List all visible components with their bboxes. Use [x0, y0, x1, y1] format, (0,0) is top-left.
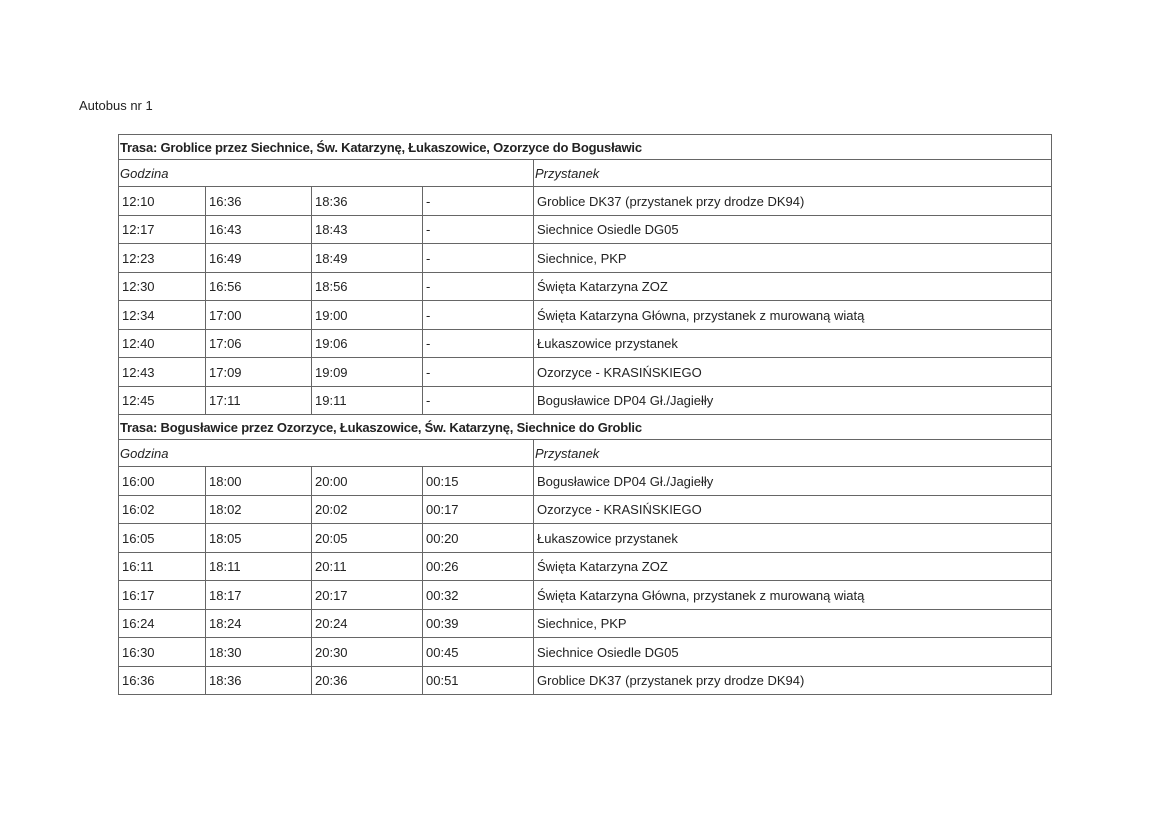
route-title-row	[119, 135, 1052, 160]
departure-time-cell: -	[423, 387, 534, 415]
departure-time-cell: 16:02	[119, 496, 206, 524]
departure-time-cell: 18:30	[206, 638, 312, 667]
departure-time-cell: -	[423, 187, 534, 216]
timetable-body	[119, 135, 1052, 695]
departure-time-cell: 16:24	[119, 610, 206, 638]
departure-time-cell: 20:36	[312, 667, 423, 695]
table-row	[119, 638, 1052, 667]
departure-time-cell: 00:45	[423, 638, 534, 667]
departure-time-cell: 18:43	[312, 216, 423, 244]
departure-time-cell: 00:26	[423, 553, 534, 581]
table-row	[119, 610, 1052, 638]
table-row	[119, 330, 1052, 358]
stop-name-cell: Święta Katarzyna ZOZ	[534, 273, 1052, 301]
stop-column-header: Przystanek	[534, 440, 1052, 467]
departure-time-cell: 12:30	[119, 273, 206, 301]
table-row	[119, 553, 1052, 581]
table-row	[119, 667, 1052, 695]
departure-time-cell: 20:02	[312, 496, 423, 524]
stop-name-cell: Święta Katarzyna Główna, przystanek z murowaną wiatą	[534, 581, 1052, 610]
column-header-row	[119, 160, 1052, 187]
departure-time-cell: 17:06	[206, 330, 312, 358]
departure-time-cell: 16:30	[119, 638, 206, 667]
table-row	[119, 524, 1052, 553]
departure-time-cell: 18:36	[312, 187, 423, 216]
departure-time-cell: 20:05	[312, 524, 423, 553]
departure-time-cell: 12:10	[119, 187, 206, 216]
departure-time-cell: -	[423, 244, 534, 273]
stop-name-cell: Siechnice, PKP	[534, 610, 1052, 638]
departure-time-cell: 18:17	[206, 581, 312, 610]
hour-column-header: Godzina	[119, 440, 534, 467]
table-row	[119, 387, 1052, 415]
departure-time-cell: 12:45	[119, 387, 206, 415]
stop-name-cell: Święta Katarzyna Główna, przystanek z murowaną wiatą	[534, 301, 1052, 330]
route-title-row	[119, 415, 1052, 440]
departure-time-cell: 12:17	[119, 216, 206, 244]
departure-time-cell: 00:39	[423, 610, 534, 638]
departure-time-cell: -	[423, 358, 534, 387]
table-row	[119, 244, 1052, 273]
departure-time-cell: 18:24	[206, 610, 312, 638]
departure-time-cell: 16:00	[119, 467, 206, 496]
page-heading: Autobus nr 1	[79, 98, 153, 113]
departure-time-cell: 20:11	[312, 553, 423, 581]
departure-time-cell: 19:11	[312, 387, 423, 415]
departure-time-cell: 19:00	[312, 301, 423, 330]
route-title: Trasa: Bogusławice przez Ozorzyce, Łukaszowice, Św. Katarzynę, Siechnice do Groblic	[119, 415, 1052, 440]
stop-name-cell: Święta Katarzyna ZOZ	[534, 553, 1052, 581]
departure-time-cell: 18:49	[312, 244, 423, 273]
table-row	[119, 216, 1052, 244]
departure-time-cell: 00:32	[423, 581, 534, 610]
departure-time-cell: 16:36	[119, 667, 206, 695]
stop-name-cell: Siechnice Osiedle DG05	[534, 638, 1052, 667]
departure-time-cell: 20:17	[312, 581, 423, 610]
departure-time-cell: 20:30	[312, 638, 423, 667]
departure-time-cell: 17:09	[206, 358, 312, 387]
table-row	[119, 467, 1052, 496]
table-row	[119, 358, 1052, 387]
departure-time-cell: 18:36	[206, 667, 312, 695]
table-row	[119, 581, 1052, 610]
stop-name-cell: Ozorzyce - KRASIŃSKIEGO	[534, 358, 1052, 387]
stop-name-cell: Siechnice Osiedle DG05	[534, 216, 1052, 244]
column-header-row	[119, 440, 1052, 467]
stop-column-header: Przystanek	[534, 160, 1052, 187]
departure-time-cell: 00:20	[423, 524, 534, 553]
table-row	[119, 273, 1052, 301]
departure-time-cell: 12:34	[119, 301, 206, 330]
departure-time-cell: 16:49	[206, 244, 312, 273]
departure-time-cell: 20:24	[312, 610, 423, 638]
departure-time-cell: 20:00	[312, 467, 423, 496]
stop-name-cell: Bogusławice DP04 Gł./Jagiełły	[534, 467, 1052, 496]
stop-name-cell: Siechnice, PKP	[534, 244, 1052, 273]
departure-time-cell: 18:00	[206, 467, 312, 496]
stop-name-cell: Bogusławice DP04 Gł./Jagiełły	[534, 387, 1052, 415]
hour-column-header: Godzina	[119, 160, 534, 187]
stop-name-cell: Groblice DK37 (przystanek przy drodze DK94)	[534, 667, 1052, 695]
departure-time-cell: 18:05	[206, 524, 312, 553]
departure-time-cell: 18:11	[206, 553, 312, 581]
departure-time-cell: -	[423, 216, 534, 244]
departure-time-cell: -	[423, 330, 534, 358]
departure-time-cell: -	[423, 273, 534, 301]
departure-time-cell: 19:06	[312, 330, 423, 358]
table-row	[119, 496, 1052, 524]
departure-time-cell: 16:56	[206, 273, 312, 301]
departure-time-cell: 00:15	[423, 467, 534, 496]
departure-time-cell: 18:02	[206, 496, 312, 524]
departure-time-cell: 00:51	[423, 667, 534, 695]
departure-time-cell: 18:56	[312, 273, 423, 301]
route-title: Trasa: Groblice przez Siechnice, Św. Katarzynę, Łukaszowice, Ozorzyce do Bogusławic	[119, 135, 1052, 160]
departure-time-cell: 16:17	[119, 581, 206, 610]
stop-name-cell: Ozorzyce - KRASIŃSKIEGO	[534, 496, 1052, 524]
stop-name-cell: Groblice DK37 (przystanek przy drodze DK94)	[534, 187, 1052, 216]
departure-time-cell: -	[423, 301, 534, 330]
stop-name-cell: Łukaszowice przystanek	[534, 524, 1052, 553]
departure-time-cell: 16:05	[119, 524, 206, 553]
departure-time-cell: 00:17	[423, 496, 534, 524]
departure-time-cell: 12:40	[119, 330, 206, 358]
departure-time-cell: 12:43	[119, 358, 206, 387]
table-row	[119, 187, 1052, 216]
departure-time-cell: 16:11	[119, 553, 206, 581]
departure-time-cell: 19:09	[312, 358, 423, 387]
table-row	[119, 301, 1052, 330]
departure-time-cell: 17:11	[206, 387, 312, 415]
departure-time-cell: 16:43	[206, 216, 312, 244]
departure-time-cell: 12:23	[119, 244, 206, 273]
stop-name-cell: Łukaszowice przystanek	[534, 330, 1052, 358]
departure-time-cell: 17:00	[206, 301, 312, 330]
timetable	[118, 134, 1052, 695]
departure-time-cell: 16:36	[206, 187, 312, 216]
